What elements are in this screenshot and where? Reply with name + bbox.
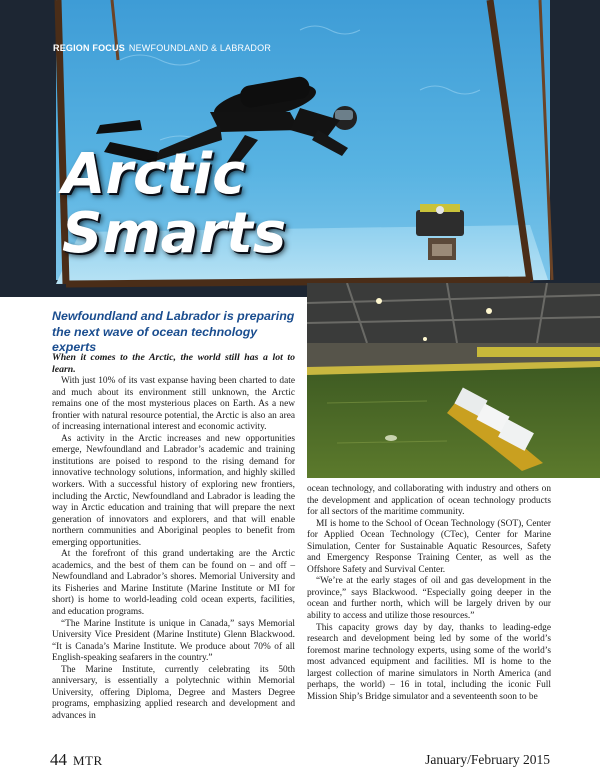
body-paragraph: As activity in the Arctic increases and new opportunities emerge, Newfoundland and Labrador’s academic and training institutions are poised to respond to the rising demand for innovative technology solutions, information, and highly skilled workers. With a successful history of exploring new frontiers, including the Arctic, Newfoundland and Labrador is leading the way in Arctic education and training that will prepare the next generation of innovators and explorers, and that will enable northern communities and Aboriginal peoples to benefit from emerging opportunities. [52, 433, 295, 548]
right-column [307, 484, 551, 703]
article-title-line-1: Arctic [62, 142, 246, 207]
issue-date: January/February 2015 [425, 752, 550, 767]
page-number: 44 [50, 750, 67, 769]
page-footer-left [50, 750, 103, 770]
body-paragraph: MI is home to the School of Ocean Technology (SOT), Center for Applied Ocean Technology (CTec), Center for Marine Simulation, Center for Sustainable Aquatic Resources, Safety and Emergency Response Training Center, as well as the Offshore Safety and Survival Center. [307, 518, 551, 575]
body-paragraph: ocean technology, and collaborating with industry and others on the development and application of ocean technology products for all sectors of the maritime community. [307, 484, 551, 518]
test-tank-photo [307, 283, 600, 478]
region-focus-label [53, 43, 271, 53]
hero-photo [0, 0, 600, 297]
left-column [52, 352, 295, 723]
region-label: REGION FOCUS [53, 43, 125, 53]
body-paragraph: At the forefront of this grand undertaking are the Arctic academics, and the best of them can be found on – and off – Newfoundland and Labrador’s shores. Memorial University and its Fisheries and Marine Institute (Marine Institute or MI for short) is home to world-leading cold ocean experts, facilities, and education programs. [52, 549, 295, 618]
body-paragraph: The Marine Institute, currently celebrating its 50th anniversary, is essentially a polytechnic within Memorial University, offering Diploma, Degree and Masters Degree programs, emphasizing applied research and development and advances in [52, 664, 295, 721]
body-paragraph: This capacity grows day by day, thanks to leading-edge research and development being led by some of the world’s foremost marine technology experts, using some of the world’s most advanced equipment and facilities. MI is home to the largest collection of marine simulators in North America (and perhaps, the world) – 16 in total, including the iconic Full Mission Ship’s Bridge simulator and a seventeenth soon to be [307, 622, 551, 702]
body-paragraph: “The Marine Institute is unique in Canada,” says Memorial University Vice President (Marine Institute) Glenn Blackwood. “It is Canada’s Marine Institute. We produce about 70% of all English-speaking seafarers in the country.” [52, 618, 295, 664]
region-name: NEWFOUNDLAND & LABRADOR [128, 43, 272, 53]
lead-sentence: When it comes to the Arctic, the world still has a lot to learn. [52, 352, 295, 375]
body-paragraph: “We’re at the early stages of oil and gas development in the province,” says Blackwood. “Especially going deeper in the ocean and further north, which will be largely driven by our ability to access and utilize those resources.” [307, 576, 551, 622]
article-subhead: Newfoundland and Labrador is preparing the next wave of ocean technology experts [52, 309, 295, 354]
body-paragraph: With just 10% of its vast expanse having been charted to date and much about its environment still unknown, the Arctic remains one of the most mysterious places on Earth. As a new frontier with natural resource potential, the Arctic is also an area of increasing international interest and economic activity. [52, 376, 295, 433]
article-title-line-2: Smarts [62, 201, 287, 266]
magazine-name: MTR [73, 753, 103, 768]
